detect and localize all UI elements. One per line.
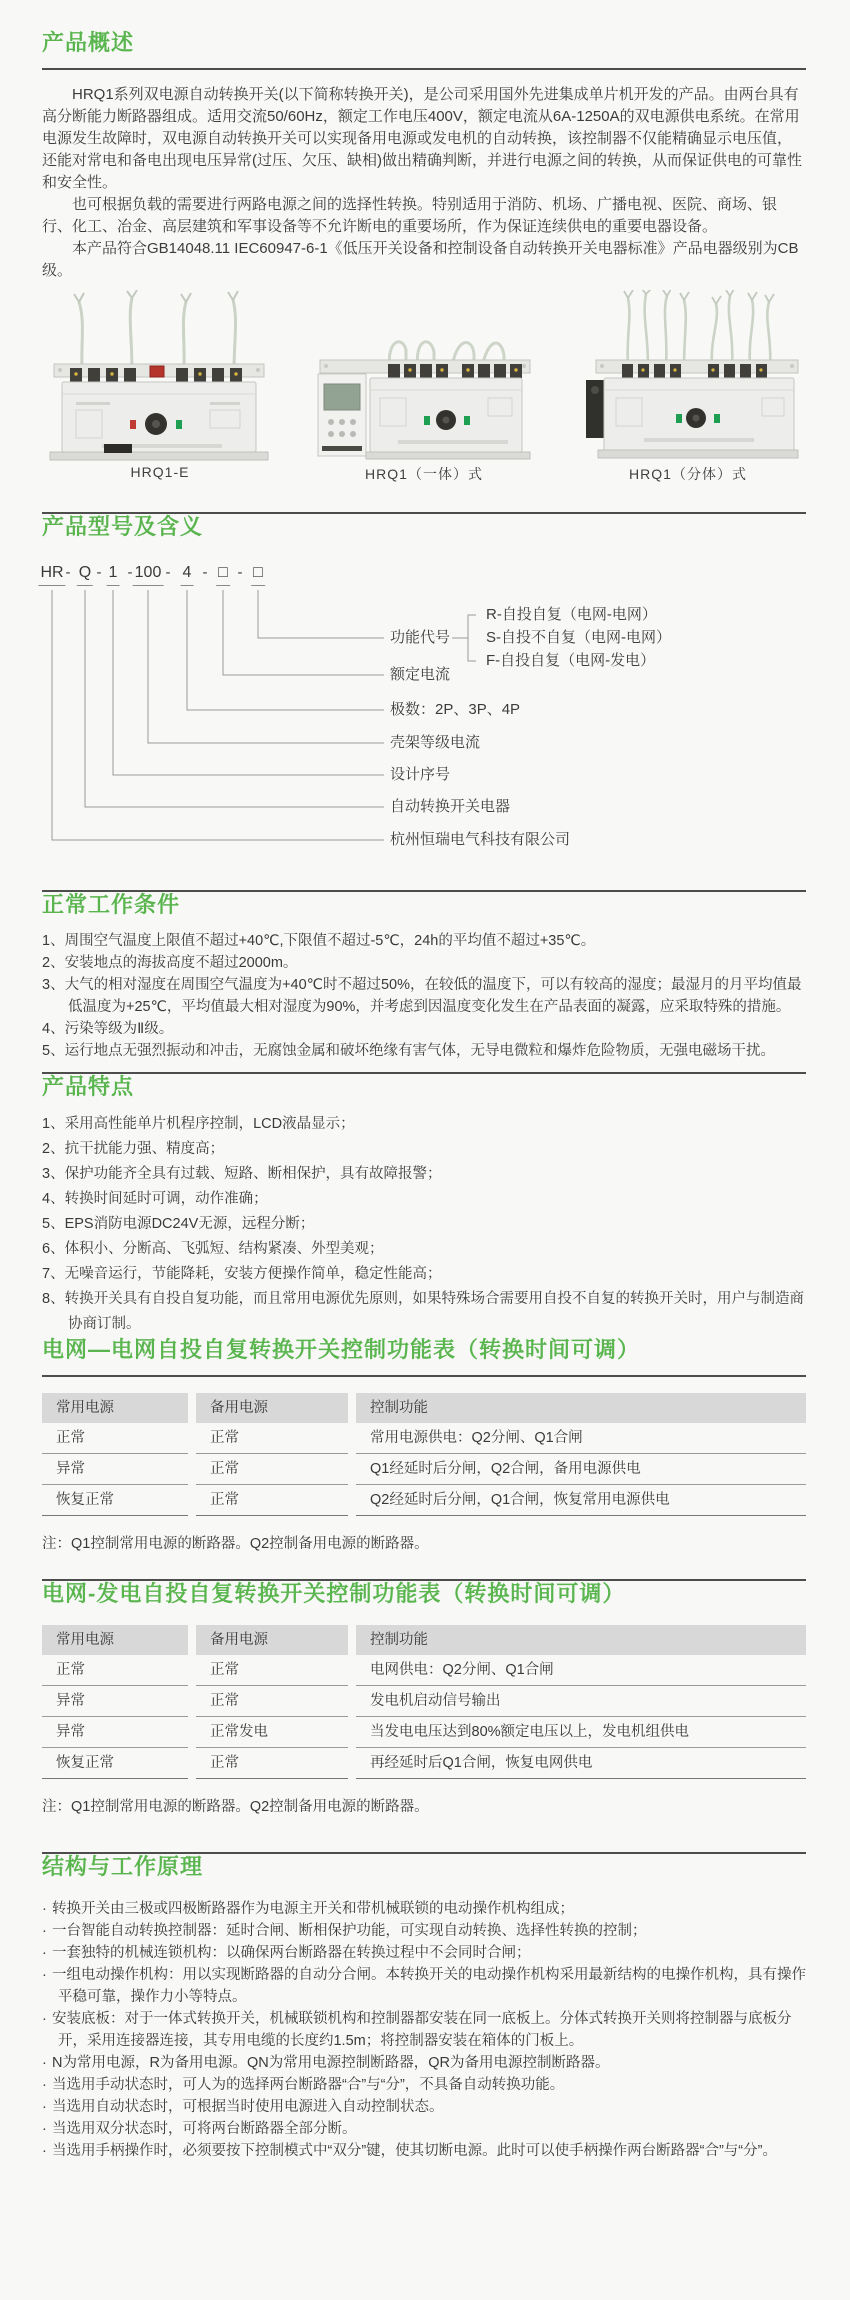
table-grid-heading: 电网—电网自投自复转换开关控制功能表（转换时间可调） bbox=[42, 1337, 641, 1362]
table-cell: 正常 bbox=[42, 1423, 188, 1454]
product-gallery bbox=[42, 290, 806, 484]
product-photo-hrq1-integrated bbox=[306, 290, 542, 462]
product-label: HRQ1（分体）式 bbox=[629, 466, 747, 482]
callout-frame-current: 壳架等级电流 bbox=[390, 734, 481, 751]
table-cell: 正常 bbox=[196, 1423, 348, 1454]
list-item: 2、安装地点的海拔高度不超过2000m。 bbox=[42, 955, 298, 971]
list-item bbox=[42, 2118, 806, 2140]
list-item: 5、运行地点无强烈振动和冲击，无腐蚀金属和破坏绝缘有害气体，无导电微粒和爆炸危险物质，无强电磁场干扰。 bbox=[42, 1043, 776, 1059]
callout-function-code: 功能代号 bbox=[390, 629, 451, 646]
table-cell: 再经延时后Q1合闸，恢复电网供电 bbox=[356, 1748, 806, 1779]
table-cell: 正常 bbox=[196, 1655, 348, 1686]
structure-heading: 结构与工作原理 bbox=[42, 1854, 204, 1879]
section-model bbox=[42, 514, 806, 852]
product-photo-hrq1-split bbox=[570, 290, 806, 462]
list-item: 1、周围空气温度上限值不超过+40℃,下限值不超过-5℃，24h的平均值不超过+35℃。 bbox=[42, 933, 596, 949]
table-cell: 发电机启动信号输出 bbox=[356, 1686, 806, 1717]
model-code-part: 4 bbox=[181, 564, 194, 586]
table-cell: 恢复正常 bbox=[42, 1485, 188, 1516]
model-code-diagram bbox=[42, 564, 792, 852]
list-item bbox=[42, 1942, 806, 1964]
bullet-marker: · bbox=[42, 1945, 47, 1961]
list-item: 4、转换时间延时可调，动作准确； bbox=[42, 1191, 268, 1207]
table-cell: 异常 bbox=[42, 1454, 188, 1485]
list-item-text: 一套独特的机械连锁机构：以确保两台断路器在转换过程中不会同时合闸； bbox=[52, 1945, 531, 1961]
table-cell: 正常 bbox=[196, 1485, 348, 1516]
list-item: 2、抗干扰能力强、精度高； bbox=[42, 1141, 225, 1157]
model-code-separator: - bbox=[96, 564, 102, 581]
table-note: 注：Q1控制常用电源的断路器。Q2控制备用电源的断路器。 bbox=[42, 1799, 429, 1815]
section-conditions bbox=[42, 892, 806, 1062]
list-item-text: 当选用手动状态时，可人为的选择两台断路器“合”与“分”，不具备自动转换功能。 bbox=[52, 2077, 565, 2093]
overview-paragraph: HRQ1系列双电源自动转换开关(以下简称转换开关)，是公司采用国外先进集成单片机开发的产品。由两台具有高分断能力断路器组成。适用交流50/60Hz，额定工作电压400V，额定电流从6A-1250A的双电源供电系统。在常用电源发生故障时，双电源自动转换开关可以实现备用电源或发电机的自动转换，该控制器不仅能精确显示电压值，还能对常电和备电出现电压异常(过压、欠压、缺相)做出精确判断，并进行电源之间的转换，从而保证供电的可靠性和安全性。 bbox=[42, 86, 802, 191]
table-cell: Q2经延时后分闸，Q1合闸，恢复常用电源供电 bbox=[356, 1485, 806, 1516]
model-code-separator: - bbox=[202, 564, 208, 581]
model-code-part: 1 bbox=[107, 564, 120, 586]
divider bbox=[42, 1375, 806, 1377]
model-code-part: 100 bbox=[133, 564, 164, 586]
section-features bbox=[42, 1074, 806, 1337]
model-code-separator: - bbox=[165, 564, 171, 581]
table-cell: 正常发电 bbox=[196, 1717, 348, 1748]
list-item: 6、体积小、分断高、飞弧短、结构紧凑、外型美观； bbox=[42, 1241, 384, 1257]
section-structure bbox=[42, 1854, 806, 2162]
column-header: 控制功能 bbox=[356, 1393, 806, 1423]
bullet-marker: · bbox=[42, 2121, 47, 2137]
list-item: 7、无噪音运行，节能降耗，安装方便操作简单，稳定性能高； bbox=[42, 1266, 442, 1282]
features-heading: 产品特点 bbox=[42, 1074, 135, 1099]
callout-company: 杭州恒瑞电气科技有限公司 bbox=[390, 831, 571, 848]
list-item bbox=[42, 2052, 806, 2074]
function-code-option-s: S-自投不自复（电网-电网） bbox=[486, 629, 671, 646]
callout-poles: 极数：2P、3P、4P bbox=[390, 701, 521, 718]
overview-paragraph: 也可根据负载的需要进行两路电源之间的选择性转换。特别适用于消防、机场、广播电视、医院、商场、银行、化工、冶金、高层建筑和军事设备等不允许断电的重要场所，作为保证连续供电的重要电器设备。 bbox=[42, 196, 778, 235]
list-item: 8、转换开关具有自投自复功能，而且常用电源优先原则，如果特殊场合需要用自投不自复的转换开关时，用户与制造商协商订制。 bbox=[42, 1291, 805, 1332]
list-item bbox=[42, 1920, 806, 1942]
model-code-separator: - bbox=[237, 564, 243, 581]
model-code-part: HR bbox=[38, 564, 65, 586]
function-code-option-r: R-自投自复（电网-电网） bbox=[486, 606, 657, 623]
table-cell: 正常 bbox=[196, 1748, 348, 1779]
column-header: 控制功能 bbox=[356, 1625, 806, 1655]
list-item: 3、保护功能齐全具有过载、短路、断相保护，具有故障报警； bbox=[42, 1166, 442, 1182]
bullet-marker: · bbox=[42, 2099, 47, 2115]
conditions-list bbox=[42, 930, 806, 1062]
product-figure bbox=[42, 290, 278, 484]
bullet-marker: · bbox=[42, 1901, 47, 1917]
table-cell: 常用电源供电：Q2分闸、Q1合闸 bbox=[356, 1423, 806, 1454]
overview-paragraphs bbox=[42, 84, 806, 282]
column-header: 备用电源 bbox=[196, 1393, 348, 1423]
control-function-table bbox=[42, 1625, 806, 1779]
column-header: 常用电源 bbox=[42, 1393, 188, 1423]
list-item-text: N为常用电源，R为备用电源。QN为常用电源控制断路器，QR为备用电源控制断路器。 bbox=[52, 2055, 610, 2071]
table-cell: 电网供电：Q2分闸、Q1合闸 bbox=[356, 1655, 806, 1686]
model-code-part: □ bbox=[251, 564, 265, 586]
section-table-grid bbox=[42, 1337, 806, 1553]
section-table-generator bbox=[42, 1581, 806, 1816]
model-code-separator: - bbox=[127, 564, 133, 581]
list-item: 4、污染等级为Ⅱ级。 bbox=[42, 1021, 174, 1037]
table-cell: 正常 bbox=[196, 1454, 348, 1485]
bullet-marker: · bbox=[42, 2011, 47, 2027]
model-code-separator: - bbox=[65, 564, 71, 581]
product-label: HRQ1-E bbox=[130, 464, 190, 480]
table-cell: 异常 bbox=[42, 1686, 188, 1717]
overview-heading: 产品概述 bbox=[42, 30, 135, 55]
product-photo-hrq1-e bbox=[42, 290, 278, 462]
table-cell: 恢复正常 bbox=[42, 1748, 188, 1779]
model-code-part: □ bbox=[216, 564, 230, 586]
table-cell: 异常 bbox=[42, 1717, 188, 1748]
table-cell: 当发电电压达到80%额定电压以上，发电机组供电 bbox=[356, 1717, 806, 1748]
bullet-marker: · bbox=[42, 1967, 47, 1983]
bullet-marker: · bbox=[42, 1923, 47, 1939]
divider bbox=[42, 68, 806, 70]
list-item-text: 一台智能自动转换控制器：延时合闸、断相保护功能，可实现自动转换、选择性转换的控制； bbox=[52, 1923, 647, 1939]
list-item bbox=[42, 2140, 806, 2162]
list-item bbox=[42, 2008, 806, 2052]
list-item bbox=[42, 2074, 806, 2096]
callout-rated-current: 额定电流 bbox=[390, 666, 451, 683]
product-figure bbox=[570, 290, 806, 484]
table-note: 注：Q1控制常用电源的断路器。Q2控制备用电源的断路器。 bbox=[42, 1536, 429, 1552]
table-cell: 正常 bbox=[42, 1655, 188, 1686]
overview-paragraph: 本产品符合GB14048.11 IEC60947-6-1《低压开关设备和控制设备自动转换开关电器标准》产品电器级别为CB级。 bbox=[42, 240, 799, 279]
list-item-text: 安装底板：对于一体式转换开关，机械联锁机构和控制器都安装在同一底板上。分体式转换开关则将控制器与底板分开，采用连接器连接，其专用电缆的长度约1.5m；将控制器安装在箱体的门板上。 bbox=[52, 2011, 792, 2049]
table-cell: 正常 bbox=[196, 1686, 348, 1717]
function-code-option-f: F-自投自复（电网-发电） bbox=[486, 652, 656, 669]
list-item-text: 当选用手柄操作时，必须要按下控制模式中“双分”键，使其切断电源。此时可以使手柄操作两台断路器“合”与“分”。 bbox=[52, 2143, 777, 2159]
table-generator-heading: 电网-发电自投自复转换开关控制功能表（转换时间可调） bbox=[42, 1581, 626, 1606]
callout-design-serial: 设计序号 bbox=[390, 766, 451, 783]
list-item-text: 一组电动操作机构：用以实现断路器的自动分合闸。本转换开关的电动操作机构采用最新结构的电操作机构，具有操作平稳可靠，操作力小等特点。 bbox=[52, 1967, 806, 2005]
list-item: 1、采用高性能单片机程序控制，LCD液晶显示； bbox=[42, 1116, 355, 1132]
list-item bbox=[42, 1964, 806, 2008]
bullet-marker: · bbox=[42, 2143, 47, 2159]
list-item: 5、EPS消防电源DC24V无源，远程分断； bbox=[42, 1216, 315, 1232]
table-cell: Q1经延时后分闸，Q2合闸，备用电源供电 bbox=[356, 1454, 806, 1485]
bullet-marker: · bbox=[42, 2055, 47, 2071]
model-heading: 产品型号及含义 bbox=[42, 514, 204, 539]
list-item: 3、大气的相对湿度在周围空气温度为+40℃时不超过50%，在较低的温度下，可以有较高的湿度；最湿月的月平均值最低温度为+25℃，平均值最大相对湿度为90%，并考虑到因温度变化发生在产品表面的凝露，应采取特殊的措施。 bbox=[42, 977, 802, 1015]
list-item bbox=[42, 2096, 806, 2118]
structure-list bbox=[42, 1898, 806, 2162]
list-item-text: 转换开关由三极或四极断路器作为电源主开关和带机械联锁的电动操作机构组成； bbox=[52, 1901, 574, 1917]
model-code-part: Q bbox=[77, 564, 93, 586]
list-item bbox=[42, 1898, 806, 1920]
product-figure bbox=[306, 290, 542, 484]
list-item-text: 当选用双分状态时，可将两台断路器全部分断。 bbox=[52, 2121, 357, 2137]
column-header: 常用电源 bbox=[42, 1625, 188, 1655]
column-header: 备用电源 bbox=[196, 1625, 348, 1655]
section-overview bbox=[42, 30, 806, 282]
callout-ats: 自动转换开关电器 bbox=[390, 798, 511, 815]
bullet-marker: · bbox=[42, 2077, 47, 2093]
list-item-text: 当选用自动状态时，可根据当时使用电源进入自动控制状态。 bbox=[52, 2099, 444, 2115]
control-function-table bbox=[42, 1393, 806, 1516]
conditions-heading: 正常工作条件 bbox=[42, 892, 181, 917]
features-list bbox=[42, 1112, 806, 1337]
product-label: HRQ1（一体）式 bbox=[365, 466, 483, 482]
